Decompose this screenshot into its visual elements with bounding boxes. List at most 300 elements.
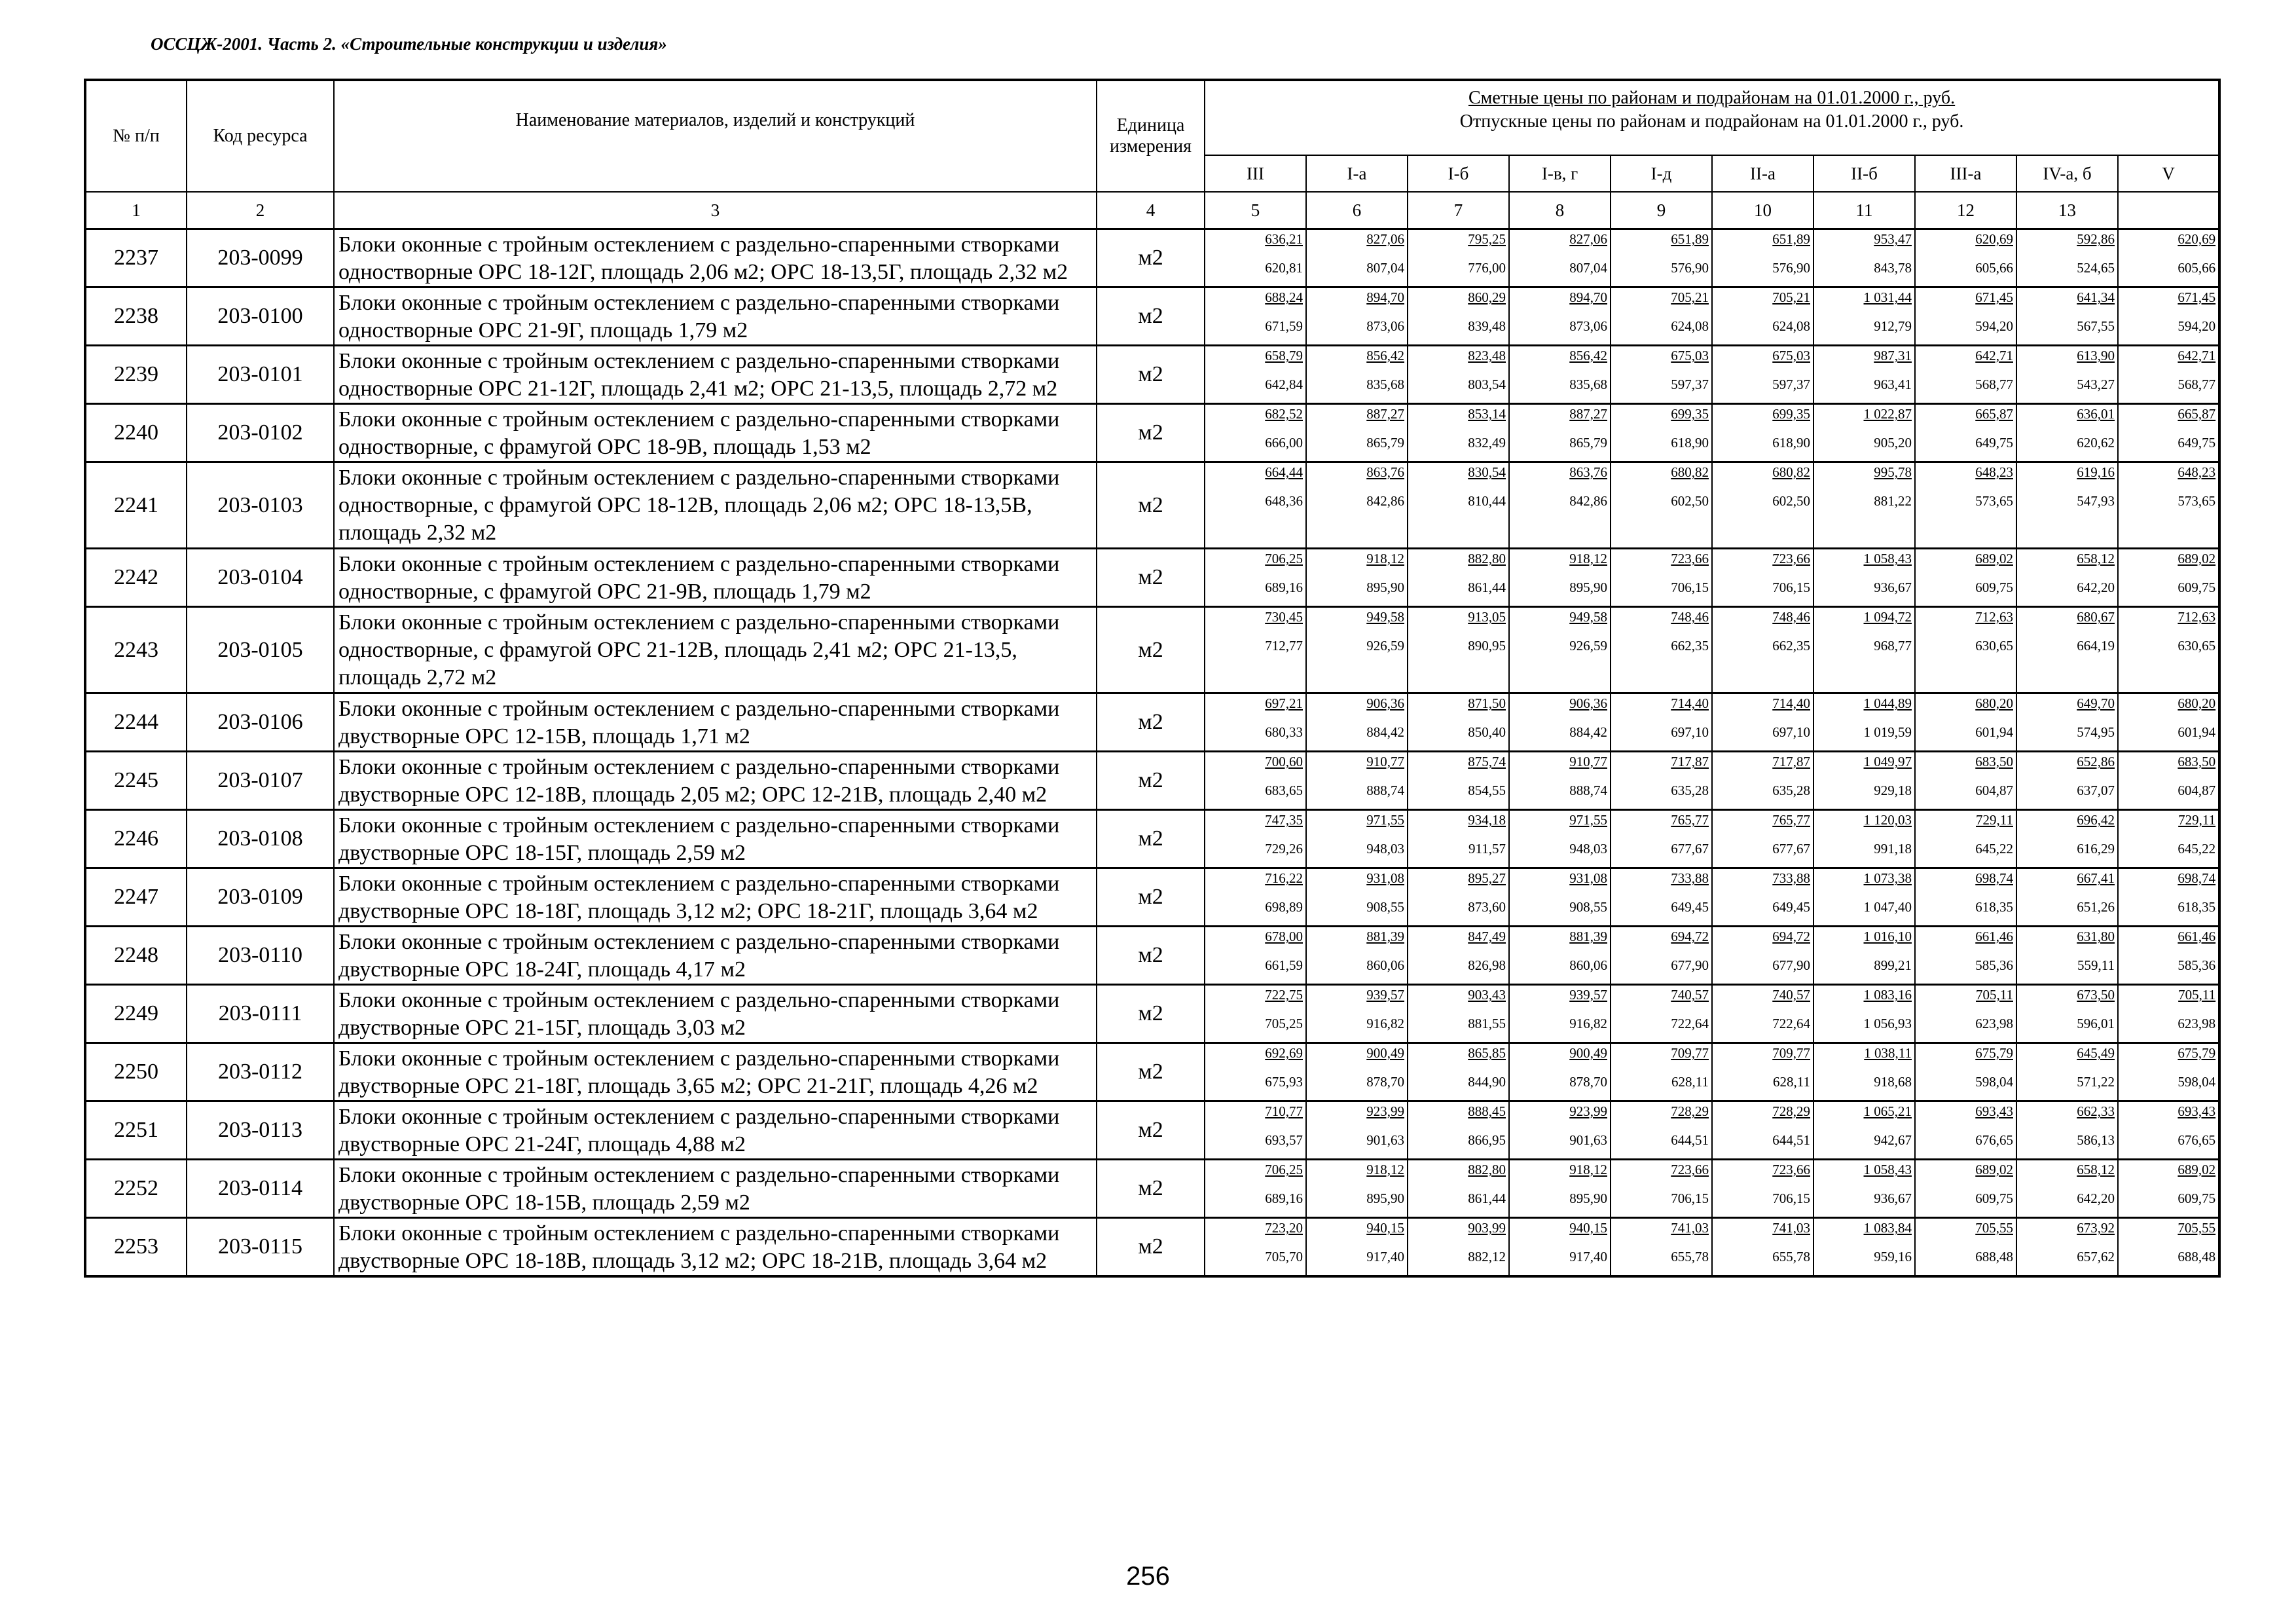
estimated-price: 856,42 [1569,348,1607,363]
estimated-price: 661,46 [1975,929,2013,944]
resource-code: 203-0107 [187,752,334,810]
row-number: 2251 [85,1101,187,1160]
column-number: 9 [1611,192,1712,229]
row-number: 2247 [85,868,187,927]
price-cell [1712,1043,1813,1101]
estimated-price: 642,71 [1975,348,2013,363]
estimated-price: 675,03 [1772,348,1810,363]
price-cell [1408,404,1509,462]
material-name: Блоки оконные с тройным остеклением с раздельно-спаренными створками двустворные ОРС 18-18Г, площадь 3,12 м2; ОРС 18-21Г, площадь 3,64 м2 [334,868,1097,927]
estimated-price: 881,39 [1569,929,1607,944]
price-cell [1611,693,1712,752]
column-number: 8 [1509,192,1611,229]
estimated-price: 881,39 [1366,929,1404,944]
release-price: 649,45 [1772,899,1810,915]
price-cell [1611,1218,1712,1277]
estimated-price: 918,12 [1366,1162,1404,1177]
price-cell [1915,549,2016,607]
price-cell [1611,810,1712,868]
price-cell [2118,810,2219,868]
release-price: 854,55 [1468,783,1506,798]
estimated-price: 875,74 [1468,754,1506,769]
release-price: 890,95 [1468,638,1506,654]
release-price: 666,00 [1265,435,1303,451]
estimated-price: 729,11 [2178,812,2216,828]
unit: м2 [1097,287,1205,346]
resource-code: 203-0101 [187,346,334,404]
estimated-price: 823,48 [1468,348,1506,363]
price-cell [1408,549,1509,607]
estimated-price: 619,16 [2077,464,2115,480]
estimated-price: 863,76 [1366,464,1404,480]
release-price: 705,25 [1265,1016,1303,1031]
price-cell [1509,287,1611,346]
price-cell [2118,1101,2219,1160]
price-cell [1712,927,1813,985]
estimated-price: 940,15 [1366,1220,1404,1236]
release-price: 842,86 [1569,493,1607,509]
price-cell [1205,752,1306,810]
estimated-price: 1 065,21 [1863,1103,1912,1119]
release-price: 594,20 [2178,318,2216,334]
estimated-price: 661,46 [2178,929,2216,944]
estimated-price: 648,23 [2178,464,2216,480]
release-price: 776,00 [1468,260,1506,276]
resource-code: 203-0108 [187,810,334,868]
price-cell [1611,404,1712,462]
price-cell [1915,346,2016,404]
release-price: 662,35 [1671,638,1709,654]
estimated-price: 895,27 [1468,870,1506,886]
price-cell [1408,693,1509,752]
estimated-price: 1 120,03 [1863,812,1912,828]
price-cell [1205,549,1306,607]
estimated-price: 728,29 [1772,1103,1810,1119]
release-price: 729,26 [1265,841,1303,857]
row-number: 2238 [85,287,187,346]
release-price: 635,28 [1772,783,1810,798]
price-cell [1306,868,1408,927]
estimated-price: 620,69 [2178,231,2216,247]
release-price: 683,65 [1265,783,1303,798]
region-header: I-а [1306,155,1408,192]
estimated-price: 1 083,16 [1863,987,1912,1003]
price-cell [2016,346,2118,404]
release-price: 662,35 [1772,638,1810,654]
release-price: 881,22 [1874,493,1912,509]
resource-code: 203-0106 [187,693,334,752]
price-cell [2118,752,2219,810]
material-name: Блоки оконные с тройным остеклением с раздельно-спаренными створками одностворные, с фрамугой ОРС 21-9В, площадь 1,79 м2 [334,549,1097,607]
price-cell [1813,693,1915,752]
release-price: 888,74 [1569,783,1607,798]
release-price: 609,75 [2178,580,2216,595]
release-price: 677,90 [1772,957,1810,973]
price-cell [1813,462,1915,549]
estimated-price: 894,70 [1569,289,1607,305]
release-price: 916,82 [1366,1016,1404,1031]
release-price: 585,36 [1975,957,2013,973]
estimated-price: 931,08 [1366,870,1404,886]
estimated-price: 645,49 [2077,1045,2115,1061]
price-cell [1205,462,1306,549]
price-cell [2118,287,2219,346]
price-cell [1306,1101,1408,1160]
price-cell [1712,693,1813,752]
price-cell [2118,1043,2219,1101]
estimated-price: 971,55 [1569,812,1607,828]
price-cell [1408,346,1509,404]
estimated-price: 733,88 [1671,870,1709,886]
price-cell [1915,1101,2016,1160]
release-price: 843,78 [1874,260,1912,276]
table-row [85,607,2219,693]
estimated-price: 900,49 [1569,1045,1607,1061]
column-number: 4 [1097,192,1205,229]
estimated-price: 706,25 [1265,551,1303,566]
price-cell [1306,607,1408,693]
price-cell [1915,287,2016,346]
price-cell [1205,229,1306,287]
column-number: 5 [1205,192,1306,229]
release-price: 604,87 [2178,783,2216,798]
estimated-price: 1 016,10 [1863,929,1912,944]
unit: м2 [1097,404,1205,462]
estimated-price: 723,66 [1671,1162,1709,1177]
price-cell [1712,868,1813,927]
release-price: 576,90 [1671,260,1709,276]
row-number: 2240 [85,404,187,462]
region-header: I-б [1408,155,1509,192]
estimated-price: 934,18 [1468,812,1506,828]
release-price: 671,59 [1265,318,1303,334]
price-cell [2016,607,2118,693]
release-price: 908,55 [1366,899,1404,915]
estimated-price: 680,82 [1671,464,1709,480]
estimated-price: 705,11 [1976,987,2013,1003]
price-cell [1509,1160,1611,1218]
release-price: 959,16 [1874,1249,1912,1264]
release-price: 628,11 [1773,1074,1810,1090]
release-price: 936,67 [1874,1190,1912,1206]
price-cell [2016,985,2118,1043]
price-cell [1813,927,1915,985]
release-price: 576,90 [1772,260,1810,276]
release-price: 832,49 [1468,435,1506,451]
release-price: 835,68 [1366,377,1404,392]
estimated-price: 693,43 [1975,1103,2013,1119]
estimated-price: 665,87 [2178,406,2216,422]
row-number: 2252 [85,1160,187,1218]
estimated-price: 987,31 [1874,348,1912,363]
unit: м2 [1097,868,1205,927]
price-cell [1813,404,1915,462]
estimated-price: 1 022,87 [1863,406,1912,422]
estimated-price: 887,27 [1569,406,1607,422]
price-cell [1611,229,1712,287]
estimated-price: 887,27 [1366,406,1404,422]
column-number: 12 [1915,192,2016,229]
estimated-price: 636,21 [1265,231,1303,247]
estimated-price: 631,80 [2077,929,2115,944]
price-cell [1509,693,1611,752]
estimated-price: 683,50 [2178,754,2216,769]
price-cell [2016,1160,2118,1218]
region-header: IV-а, б [2016,155,2118,192]
estimated-price: 667,41 [2077,870,2115,886]
table-row [85,868,2219,927]
table-row [85,1160,2219,1218]
release-price: 888,74 [1366,783,1404,798]
release-price: 878,70 [1366,1074,1404,1090]
release-price: 616,29 [2077,841,2115,857]
price-cell [1509,985,1611,1043]
resource-code: 203-0105 [187,607,334,693]
estimated-price: 709,77 [1772,1045,1810,1061]
release-price: 861,44 [1468,1190,1506,1206]
estimated-price: 906,36 [1569,695,1607,711]
material-name: Блоки оконные с тройным остеклением с раздельно-спаренными створками двустворные ОРС 21-18Г, площадь 3,65 м2; ОРС 21-21Г, площадь 4,26 м2 [334,1043,1097,1101]
estimated-price: 940,15 [1569,1220,1607,1236]
release-price: 655,78 [1772,1249,1810,1264]
release-price: 850,40 [1468,724,1506,740]
unit: м2 [1097,985,1205,1043]
release-price: 571,22 [2077,1074,2115,1090]
price-cell [1915,985,2016,1043]
row-number: 2242 [85,549,187,607]
price-cell [1306,287,1408,346]
release-price: 594,20 [1975,318,2013,334]
price-cell [1915,1043,2016,1101]
price-cell [1611,927,1712,985]
estimated-price: 723,66 [1772,551,1810,566]
table-row [85,1101,2219,1160]
estimated-price: 673,92 [2077,1220,2115,1236]
estimated-price: 692,69 [1265,1045,1303,1061]
estimated-price: 714,40 [1671,695,1709,711]
price-cell [1813,346,1915,404]
price-cell [1611,1160,1712,1218]
release-price: 706,15 [1671,1190,1709,1206]
estimated-price: 740,57 [1772,987,1810,1003]
price-cell [1915,229,2016,287]
release-price: 609,75 [1975,1190,2013,1206]
price-cell [1712,346,1813,404]
release-price: 620,81 [1265,260,1303,276]
estimated-price: 853,14 [1468,406,1506,422]
release-price: 651,26 [2077,899,2115,915]
release-price: 618,90 [1772,435,1810,451]
price-cell [2016,287,2118,346]
estimated-price: 675,79 [1975,1045,2013,1061]
price-cell [1205,1101,1306,1160]
estimated-price: 689,02 [2178,1162,2216,1177]
release-price: 803,54 [1468,377,1506,392]
price-cell [1611,287,1712,346]
release-price: 605,66 [1975,260,2013,276]
estimated-price: 740,57 [1671,987,1709,1003]
estimated-price: 882,80 [1468,1162,1506,1177]
price-cell [1205,927,1306,985]
price-cell [1205,404,1306,462]
price-cell [2118,549,2219,607]
release-price: 698,89 [1265,899,1303,915]
release-price: 884,42 [1366,724,1404,740]
release-price: 865,79 [1569,435,1607,451]
price-header-line2: Отпускные цены по районам и подрайонам на 01.01.2000 г., руб. [1459,111,1964,132]
estimated-price: 730,45 [1265,609,1303,625]
price-cell [1306,1043,1408,1101]
release-price: 601,94 [1975,724,2013,740]
release-price: 926,59 [1569,638,1607,654]
estimated-price: 705,55 [1975,1220,2013,1236]
estimated-price: 705,21 [1671,289,1709,305]
estimated-price: 1 038,11 [1864,1045,1912,1061]
price-cell [1915,607,2016,693]
price-cell [1408,287,1509,346]
price-cell [1509,927,1611,985]
table-row [85,1043,2219,1101]
release-price: 688,48 [2178,1249,2216,1264]
row-number: 2249 [85,985,187,1043]
price-cell [1915,462,2016,549]
release-price: 623,98 [2178,1016,2216,1031]
table-row [85,549,2219,607]
material-name: Блоки оконные с тройным остеклением с раздельно-спаренными створками двустворные ОРС 21-24Г, площадь 4,88 м2 [334,1101,1097,1160]
release-price: 620,62 [2077,435,2115,451]
release-price: 604,87 [1975,783,2013,798]
release-price: 697,10 [1671,724,1709,740]
release-price: 917,40 [1569,1249,1607,1264]
unit: м2 [1097,693,1205,752]
price-cell [1813,287,1915,346]
estimated-price: 971,55 [1366,812,1404,828]
resource-code: 203-0100 [187,287,334,346]
price-cell [1408,810,1509,868]
release-price: 689,16 [1265,580,1303,595]
release-price: 586,13 [2077,1132,2115,1148]
resource-code: 203-0110 [187,927,334,985]
price-cell [1813,868,1915,927]
release-price: 645,22 [2178,841,2216,857]
material-name: Блоки оконные с тройным остеклением с раздельно-спаренными створками одностворные, с фрамугой ОРС 21-12В, площадь 2,41 м2; ОРС 21-13,5, площадь 2,72 м2 [334,607,1097,693]
price-cell [2016,1101,2118,1160]
row-number: 2243 [85,607,187,693]
price-cell [1813,1043,1915,1101]
column-number: 13 [2016,192,2118,229]
price-cell [1509,607,1611,693]
price-cell [1813,229,1915,287]
material-name: Блоки оконные с тройным остеклением с раздельно-спаренными створками двустворные ОРС 21-15Г, площадь 3,03 м2 [334,985,1097,1043]
table-row [85,404,2219,462]
estimated-price: 689,02 [2178,551,2216,566]
price-cell [1712,462,1813,549]
price-cell [1813,752,1915,810]
region-header: III [1205,155,1306,192]
release-price: 705,70 [1265,1249,1303,1264]
release-price: 598,04 [2178,1074,2216,1090]
price-table [84,79,2221,1278]
release-price: 623,98 [1975,1016,2013,1031]
price-cell [1611,462,1712,549]
estimated-price: 651,89 [1671,231,1709,247]
estimated-price: 678,00 [1265,929,1303,944]
price-cell [1205,868,1306,927]
release-price: 895,90 [1569,1190,1607,1206]
estimated-price: 729,11 [1976,812,2013,828]
row-number: 2244 [85,693,187,752]
release-price: 630,65 [1975,638,2013,654]
table-row [85,810,2219,868]
material-name: Блоки оконные с тройным остеклением с раздельно-спаренными створками одностворные, с фрамугой ОРС 18-9В, площадь 1,53 м2 [334,404,1097,462]
material-name: Блоки оконные с тройным остеклением с раздельно-спаренными створками двустворные ОРС 12-18В, площадь 2,05 м2; ОРС 12-21В, площадь 2,40 м2 [334,752,1097,810]
estimated-price: 671,45 [1975,289,2013,305]
row-number: 2253 [85,1218,187,1277]
release-price: 895,90 [1569,580,1607,595]
price-cell [1408,1043,1509,1101]
table-row [85,985,2219,1043]
release-price: 706,15 [1772,580,1810,595]
price-header-line1: Сметные цены по районам и подрайонам на 01.01.2000 г., руб. [1468,88,1956,108]
release-price: 873,06 [1366,318,1404,334]
price-cell [1306,927,1408,985]
column-number: 3 [334,192,1097,229]
row-number: 2241 [85,462,187,549]
release-price: 1 056,93 [1863,1016,1912,1031]
resource-code: 203-0115 [187,1218,334,1277]
price-cell [2118,607,2219,693]
price-cell [2016,1043,2118,1101]
price-cell [1205,1218,1306,1277]
price-cell [1509,404,1611,462]
estimated-price: 728,29 [1671,1103,1709,1119]
release-price: 884,42 [1569,724,1607,740]
release-price: 706,15 [1671,580,1709,595]
release-price: 865,79 [1366,435,1404,451]
running-header: ОССЦЖ-2001. Часть 2. «Строительные конструкции и изделия» [151,34,667,54]
release-price: 630,65 [2178,638,2216,654]
price-cell [1712,404,1813,462]
price-cell [1611,985,1712,1043]
price-cell [1712,1160,1813,1218]
resource-code: 203-0104 [187,549,334,607]
release-price: 605,66 [2178,260,2216,276]
price-cell [1306,404,1408,462]
price-cell [1306,1160,1408,1218]
estimated-price: 939,57 [1569,987,1607,1003]
col-header-name: Наименование материалов, изделий и конструкций [334,80,1097,192]
resource-code: 203-0114 [187,1160,334,1218]
price-cell [1813,810,1915,868]
estimated-price: 1 031,44 [1863,289,1912,305]
table-row [85,346,2219,404]
material-name: Блоки оконные с тройным остеклением с раздельно-спаренными створками одностворные ОРС 21-12Г, площадь 2,41 м2; ОРС 21-13,5, площадь 2,72 м2 [334,346,1097,404]
release-price: 661,59 [1265,957,1303,973]
table-row [85,693,2219,752]
col-header-unit: Единица измерения [1097,80,1205,192]
estimated-price: 680,67 [2077,609,2115,625]
price-cell [1611,868,1712,927]
release-price: 826,98 [1468,957,1506,973]
price-cell [2016,868,2118,927]
release-price: 866,95 [1468,1132,1506,1148]
region-header: V [2118,155,2219,192]
release-price: 618,35 [2178,899,2216,915]
price-cell [1509,346,1611,404]
price-cell [1712,810,1813,868]
resource-code: 203-0099 [187,229,334,287]
release-price: 842,86 [1366,493,1404,509]
